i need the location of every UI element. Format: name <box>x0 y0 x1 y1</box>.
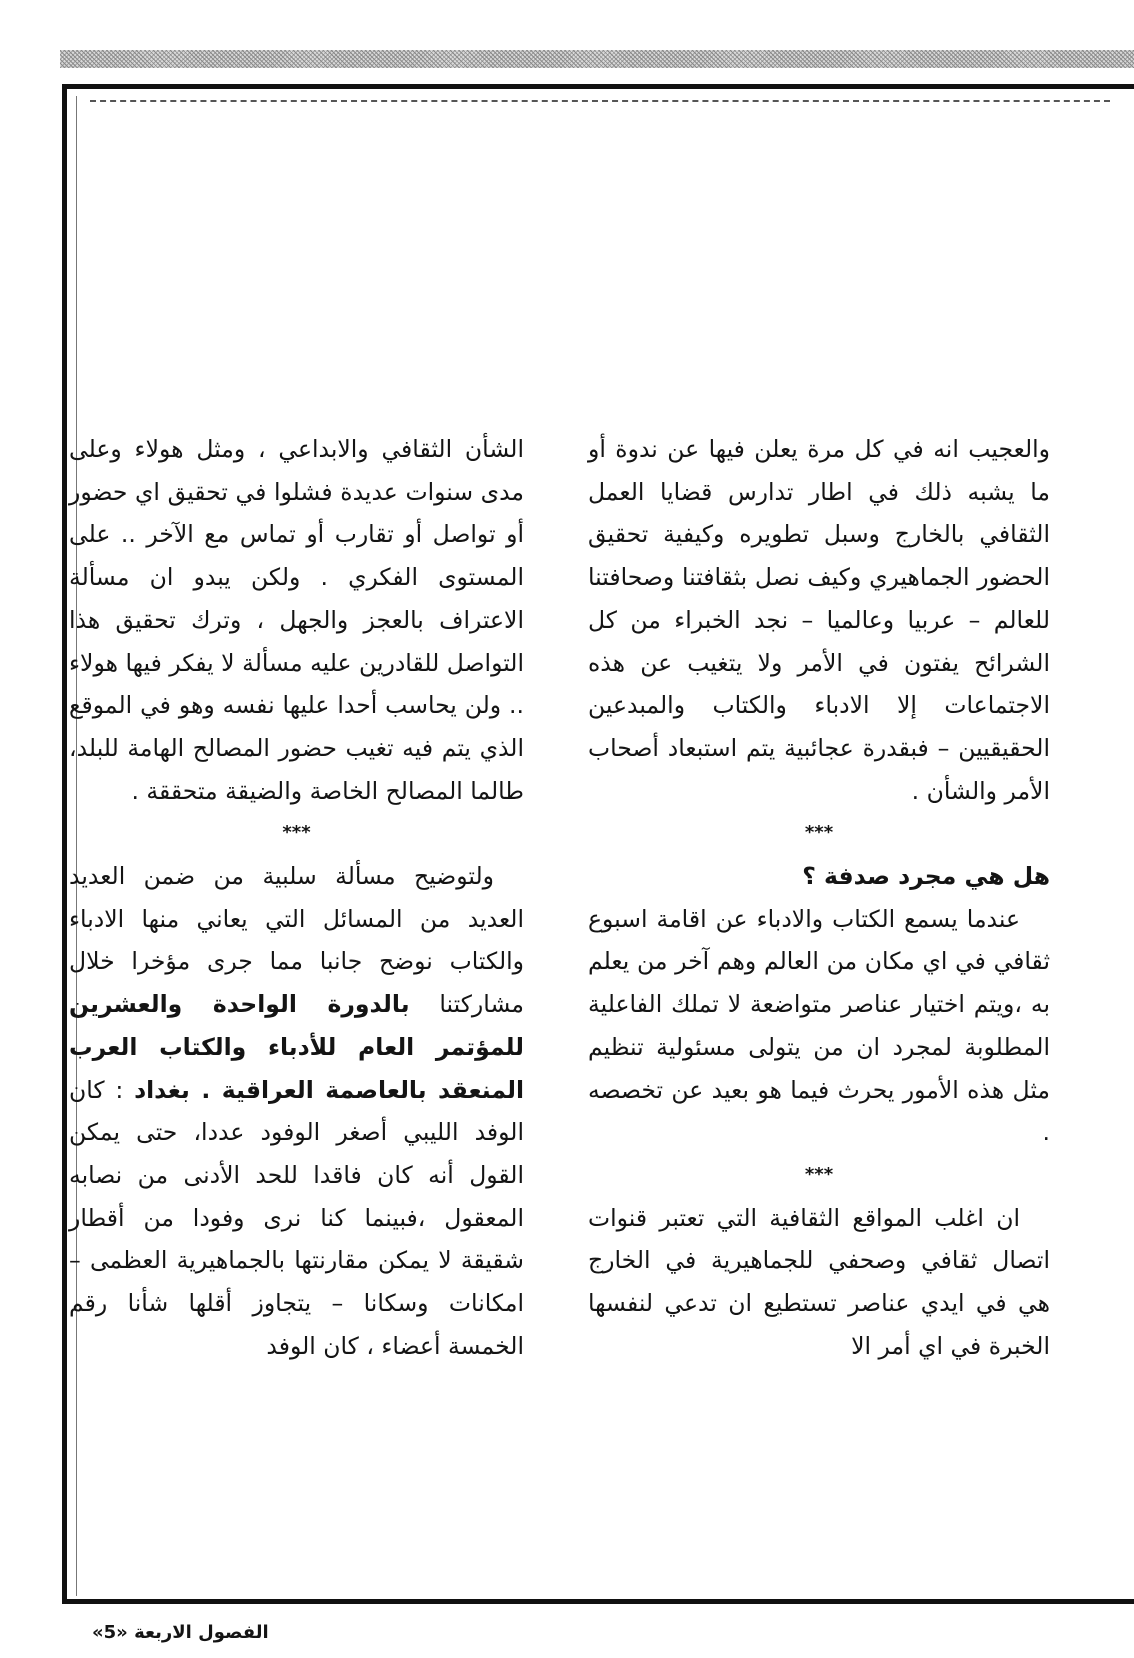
section-separator: *** <box>282 822 311 844</box>
conference-text-a: ولتوضيح مسألة سلبية من ضمن العديد العديد من المسائل التي يعاني منها الادباء والكتاب نوضح جانبا مما جرى مؤخرا خلال مشاركتنا <box>69 862 524 1019</box>
conference-text-b: : كان الوفد الليبي أصغر الوفود عددا، حتى يمكن القول أنه كان فاقدا للحد الأدنى من نصابه المعقول ،فبينما كنا نرى وفودا من أقطار شقيقة لا يمكن مقارنتها بالجماهيرية العظمى – امكانات وسكانا – يتجاوز أقلها شأنا رقم الخمسة أعضاء ، كان الوفد <box>69 1075 524 1360</box>
paragraph-intro: والعجيب انه في كل مرة يعلن فيها عن ندوة أو ما يشبه ذلك في اطار تدارس قضايا العمل الثقافي بالخارج وسبل تطويره وكيفية تحقيق الحضور الجماهيري وكيف نصل بثقافتنا وصحافتنا للعالم – عربيا وعالميا – نجد الخبراء من كل الشرائح يفتون في الأمر ولا يتغيب عن هذه الاجتماعات إلا الادباء والكتاب والمبدعين الحقيقيين – فبقدرة عجائبية يتم استبعاد أصحاب الأمر والشأن . <box>588 435 1050 805</box>
column-left <box>69 428 524 1367</box>
paragraph-sites: ان اغلب المواقع الثقافية التي تعتبر قنوات اتصال ثقافي وصحفي للجماهيرية في الخارج هي في ايدي عناصر تستطيع ان تدعي لنفسها الخبرة في اي أمر الا <box>588 1203 1050 1360</box>
section-separator: *** <box>804 822 834 844</box>
header-pattern-bar <box>60 50 1134 68</box>
column-right <box>588 428 1050 1367</box>
conference-name: بالدورة الواحدة والعشرين للمؤتمر العام للأدباء والكتاب العرب المنعقد بالعاصمة العراقية . بغداد <box>69 990 524 1104</box>
paragraph-week: عندما يسمع الكتاب والادباء عن اقامة اسبوع ثقافي في اي مكان من العالم وهم آخر من يعلم به ،ويتم اختيار عناصر متواضعة لا تملك الفاعلية المطلوبة لمجرد ان من يتولى مسئولية تنظيم مثل هذه الأمور يحرث فيما هو بعيد عن تخصصه . <box>588 904 1050 1147</box>
paragraph-conference <box>69 855 524 1367</box>
frame-dashed-rule <box>90 100 1110 102</box>
paragraph-continuation: الشأن الثقافي والابداعي ، ومثل هولاء وعلى مدى سنوات عديدة فشلوا في تحقيق اي حضور أو تواصل أو تقارب أو تماس مع الآخر .. على المستوى الفكري . ولكن يبدو ان مسألة الاعتراف بالعجز والجهل ، وترك تحقيق هذا التواصل للقادرين عليه مسألة لا يفكر فيها هولاء .. ولن يحاسب أحدا عليها نفسه وهو في الموقع الذي يتم فيه تغيب حضور المصالح الهامة للبلد، طالما المصالح الخاصة والضيقة متحققة . <box>69 435 524 805</box>
section-separator: *** <box>804 1163 834 1185</box>
page-footer: الفصول الاربعة «5» <box>92 1622 269 1643</box>
section-heading: هل هي مجرد صدفة ؟ <box>802 862 1050 891</box>
